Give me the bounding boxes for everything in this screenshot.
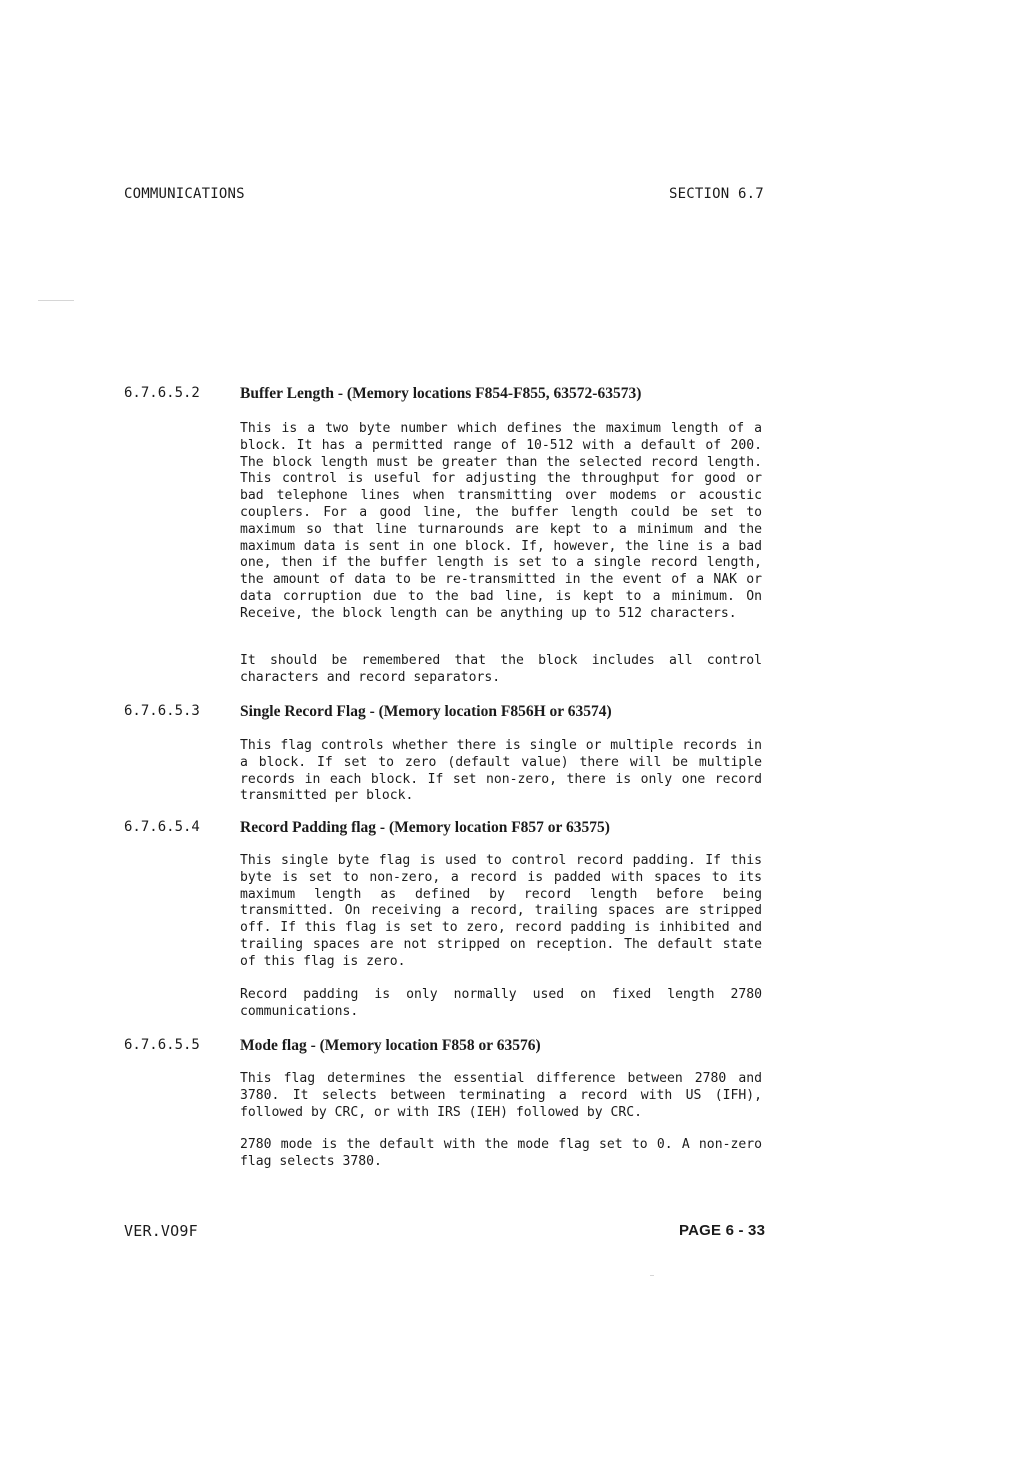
- section-heading: Mode flag - (Memory location F858 or 63576): [240, 1037, 541, 1054]
- section-number: 6.7.6.5.2: [124, 385, 200, 401]
- section-paragraph: Record padding is only normally used on fixed length 2780 communications.: [240, 987, 762, 1019]
- header-chapter-title: COMMUNICATIONS: [124, 186, 245, 202]
- section-number: 6.7.6.5.5: [124, 1037, 200, 1053]
- footer-version: VER.VO9F: [124, 1222, 198, 1240]
- scan-artifact: [650, 1275, 654, 1276]
- section-paragraph: This flag determines the essential difference between 2780 and 3780. It selects between terminating a record with US (IFH), followed by CRC, or with IRS (IEH) followed by CRC.: [240, 1071, 762, 1120]
- scan-artifact: [38, 300, 74, 301]
- footer-page-number: PAGE 6 - 33: [679, 1222, 766, 1239]
- section-paragraph: 2780 mode is the default with the mode flag set to 0. A non-zero flag selects 3780.: [240, 1137, 762, 1169]
- section-number: 6.7.6.5.4: [124, 819, 200, 835]
- section-heading: Buffer Length - (Memory locations F854-F855, 63572-63573): [240, 385, 642, 402]
- header-section-number: SECTION 6.7: [669, 186, 764, 202]
- section-paragraph: This is a two byte number which defines the maximum length of a block. It has a permitted range of 10-512 with a default of 200. The block length must be greater than the selected record length. This control is useful for adjusting the throughput for good or bad telephone lines when transmitting over modems or acoustic couplers. For a good line, the buffer length could be set to maximum so that line turnarounds are kept to a minimum and the maximum data is sent in one block. If, however, the line is a bad one, then if the buffer length is set to a single record length, the amount of data to be re-transmitted in the event of a NAK or data corruption due to the bad line, is kept to a minimum. On Receive, the block length can be anything up to 512 characters.: [240, 421, 762, 621]
- section-heading: Single Record Flag - (Memory location F856H or 63574): [240, 703, 612, 720]
- section-paragraph: It should be remembered that the block includes all control characters and record separators.: [240, 653, 762, 685]
- section-paragraph: This single byte flag is used to control record padding. If this byte is set to non-zero, a record is padded with spaces to its maximum length as defined by record length before being transmitted. On receiving a record, trailing spaces are stripped off. If this flag is set to zero, record padding is inhibited and trailing spaces are not stripped on reception. The default state of this flag is zero.: [240, 853, 762, 969]
- section-heading: Record Padding flag - (Memory location F857 or 63575): [240, 819, 610, 836]
- section-number: 6.7.6.5.3: [124, 703, 200, 719]
- section-paragraph: This flag controls whether there is single or multiple records in a block. If set to zero (default value) there will be multiple records in each block. If set non-zero, there is only one record transmitted per block.: [240, 738, 762, 804]
